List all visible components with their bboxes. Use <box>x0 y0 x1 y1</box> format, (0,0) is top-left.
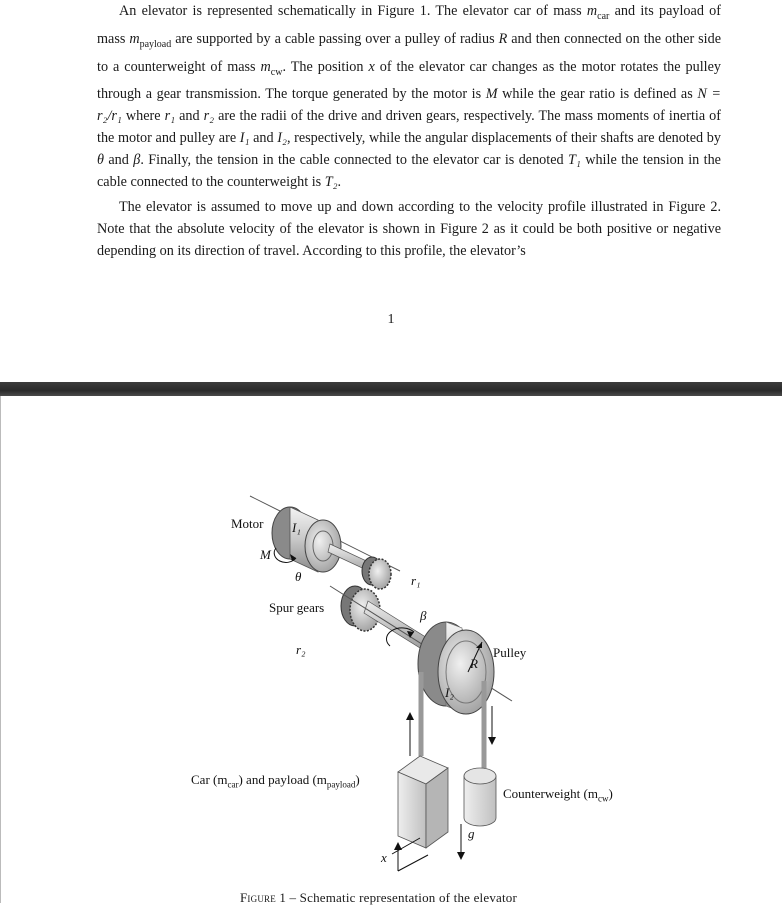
label-gravity: g <box>468 826 475 841</box>
label-motor-torque: M <box>260 547 271 562</box>
figure-caption: Figure 1 – Schematic representation of the elevator <box>240 890 518 905</box>
paragraph-elevator-description: An elevator is represented schematically in Figure 1. The elevator car of mass $m_{car}$ and its payload of mass $m_{payload}$ are supported by a cable passing over a pulley of radius R and then connected on the other side to a counterweight of mass $m_{cw}$. The position x of the elevator car changes as the motor rotates the pulley through a gear transmission. The torque generated by the motor is M while the gear ratio is defined as N = r₂/r₁ where r₁ and r₂ are the radii of the drive and driven gears, respectively. The mass moments of inertia of the motor and pulley are I₁ and I₂, respectively, while the angular displacements of their shafts are denoted by θ and β. Finally, the tension in the cable connected to the elevator car is denoted T₁ while the tension in the cable connected to the counterweight is T₂. <box>97 3 721 191</box>
label-car-and-payload: Car $(m_{car})$ and payload $(m_{payload})$ <box>191 772 360 790</box>
label-pulley: Pulley <box>493 645 527 660</box>
page-number: 1 <box>387 312 395 327</box>
label-counterweight: Counterweight $(m_{cw})$ <box>503 786 613 804</box>
page-separator <box>0 382 782 396</box>
label-pulley-inertia: I₂ <box>445 685 454 700</box>
label-position-x: x <box>381 850 387 865</box>
label-beta: β <box>420 608 427 623</box>
label-pulley-radius: R <box>470 656 478 671</box>
label-theta: θ <box>295 569 302 584</box>
counterweight <box>464 768 496 826</box>
paragraph-velocity-profile: The elevator is assumed to move up and down according to the velocity profile illustrated in Figure 2. Note that the absolute velocity of the elevator is shown in Figure 2 as it could be both positive or negative depending on its direction of travel. According to this profile, the elevator’s <box>97 199 721 259</box>
document-page-1 <box>0 0 782 382</box>
label-motor: Motor <box>231 516 264 531</box>
label-motor-inertia: I₁ <box>292 520 301 535</box>
label-r2: r₂ <box>296 642 306 657</box>
elevator-schematic-figure <box>0 396 782 903</box>
elevator-car <box>398 756 448 848</box>
label-spur-gears: Spur gears <box>269 600 325 615</box>
drive-gear <box>362 557 391 589</box>
label-r1: r₁ <box>411 573 421 588</box>
